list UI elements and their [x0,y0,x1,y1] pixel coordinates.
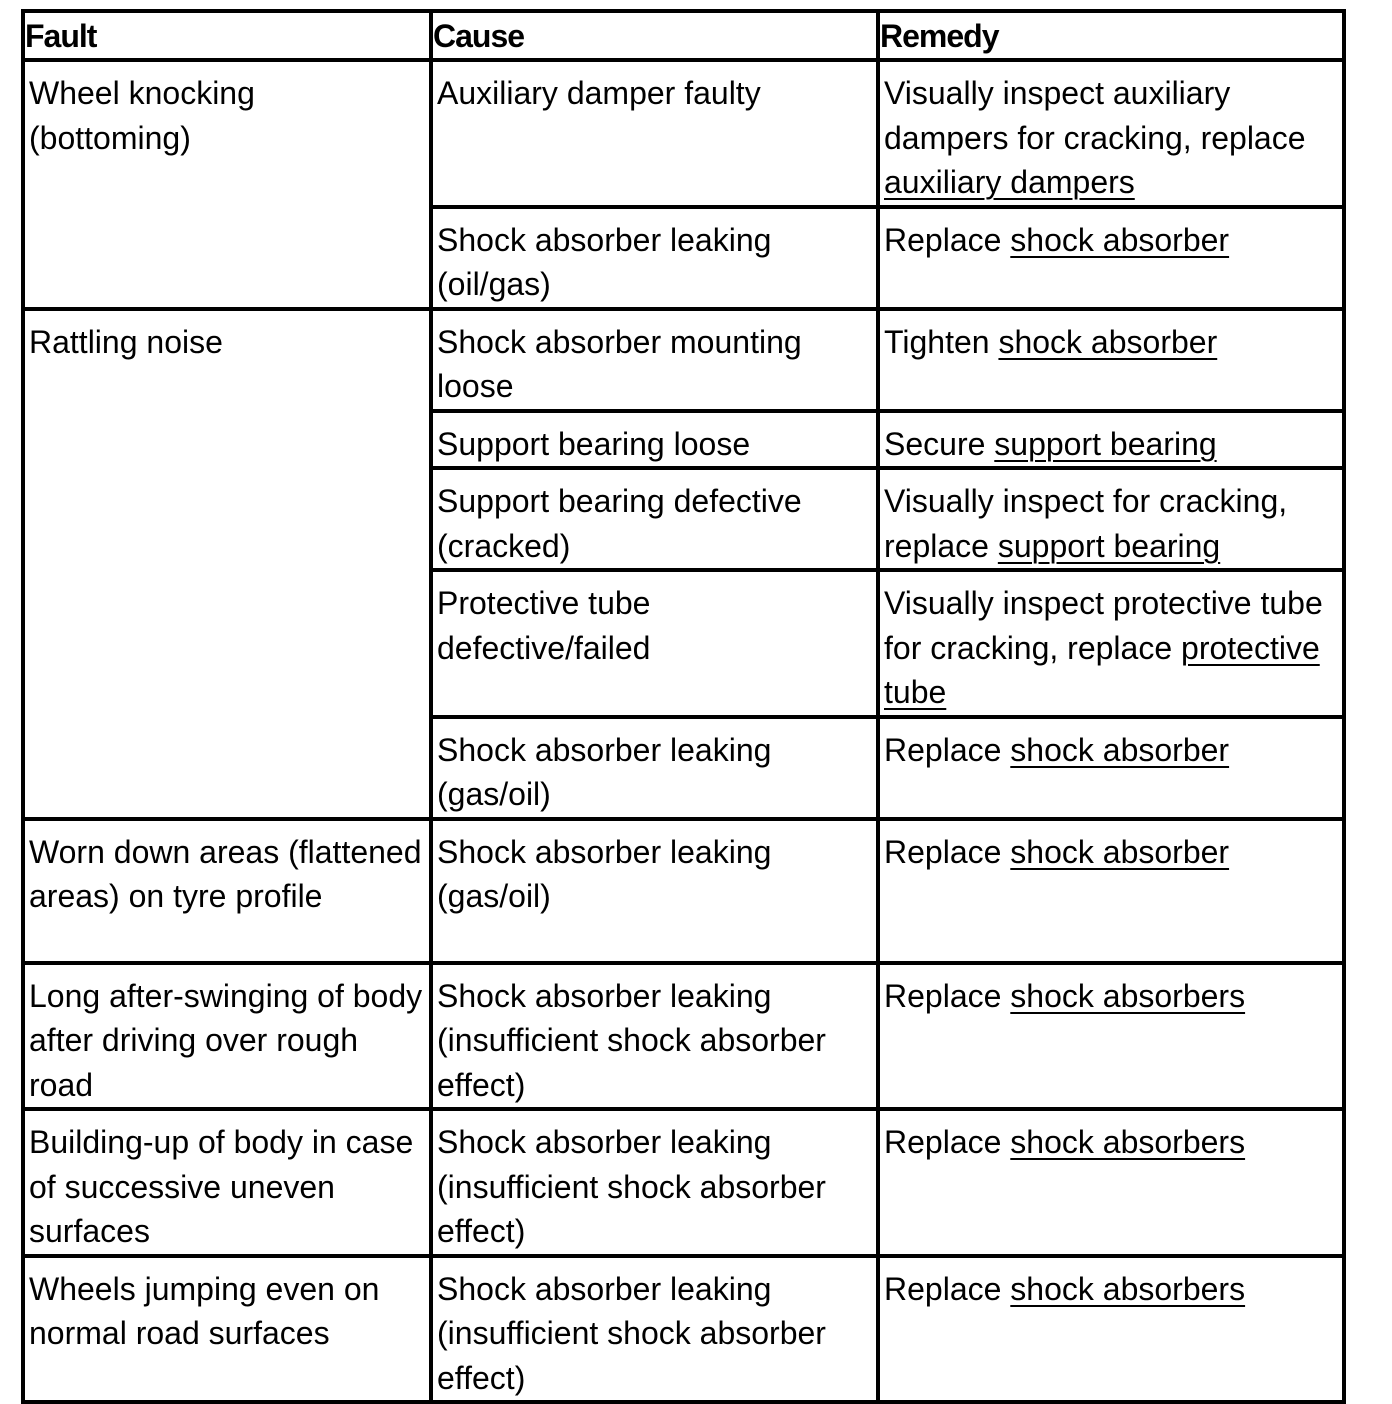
remedy-text: Visually inspect protective tube for cracking, replace [884,585,1323,666]
fault-cell: Long after-swinging of body after driving over rough road [23,963,431,1110]
remedy-text: Replace [884,221,1011,258]
remedy-cell [878,963,1344,1110]
remedy-cell [878,717,1344,819]
table-row [23,819,1344,963]
remedy-cell [878,1256,1344,1403]
fault-cell: Wheels jumping even on normal road surfaces [23,1256,431,1403]
remedy-link[interactable]: shock absorbers [1010,1270,1246,1307]
remedy-cell [878,1109,1344,1256]
table-row [23,963,1344,1110]
cause-cell: Support bearing loose [431,411,878,469]
table-row [23,1109,1344,1256]
cause-cell: Shock absorber leaking (gas/oil) [431,819,878,963]
cause-cell: Support bearing defective (cracked) [431,468,878,570]
fault-cell: Wheel knocking (bottoming) [23,60,431,309]
remedy-text: Secure [884,425,995,462]
cause-cell: Protective tube defective/failed [431,570,878,717]
header-remedy: Remedy [878,11,1344,60]
cause-cell: Shock absorber leaking (oil/gas) [431,207,878,309]
cause-cell: Shock absorber leaking (insufficient shock absorber effect) [431,1256,878,1403]
remedy-cell [878,819,1344,963]
remedy-text: Replace [884,833,1011,870]
remedy-cell [878,207,1344,309]
remedy-text: Visually inspect auxiliary dampers for cracking, replace [884,75,1306,156]
remedy-link[interactable]: shock absorber [1010,221,1230,258]
remedy-link[interactable]: shock absorber [1010,833,1230,870]
remedy-cell [878,309,1344,411]
remedy-text: Visually inspect for cracking, replace [884,483,1288,564]
remedy-link[interactable]: auxiliary dampers [884,164,1135,200]
table-header-row [23,11,1344,60]
remedy-link[interactable]: shock absorbers [1010,1124,1246,1160]
table-row [23,309,1344,411]
remedy-text: Replace [884,1270,1011,1307]
remedy-text: Replace [884,731,1011,768]
remedy-link[interactable]: shock absorbers [1010,977,1246,1014]
remedy-cell [878,468,1344,570]
fault-cell: Building-up of body in case of successive uneven surfaces [23,1109,431,1256]
fault-cell: Rattling noise [23,309,431,819]
table-row [23,60,1344,207]
remedy-text: Tighten [884,323,999,360]
table-row [23,1256,1344,1403]
cause-cell: Shock absorber leaking (gas/oil) [431,717,878,819]
cause-cell: Shock absorber leaking (insufficient shock absorber effect) [431,963,878,1110]
remedy-link[interactable]: shock absorber [1010,731,1230,768]
header-cause: Cause [431,11,878,60]
remedy-text: Replace [884,977,1011,1014]
remedy-cell [878,411,1344,469]
cause-cell: Shock absorber mounting loose [431,309,878,411]
cause-cell: Auxiliary damper faulty [431,60,878,207]
remedy-cell [878,60,1344,207]
cause-cell: Shock absorber leaking (insufficient shock absorber effect) [431,1109,878,1256]
fault-table [21,9,1346,1404]
remedy-cell [878,570,1344,717]
remedy-text: Replace [884,1124,1011,1160]
remedy-link[interactable]: support bearing [997,527,1221,564]
remedy-link[interactable]: protective tube [884,629,1320,710]
remedy-link[interactable]: shock absorber [998,323,1218,360]
header-fault: Fault [23,11,431,60]
remedy-link[interactable]: support bearing [994,425,1217,462]
fault-cell: Worn down areas (flattened areas) on tyre profile [23,819,431,963]
